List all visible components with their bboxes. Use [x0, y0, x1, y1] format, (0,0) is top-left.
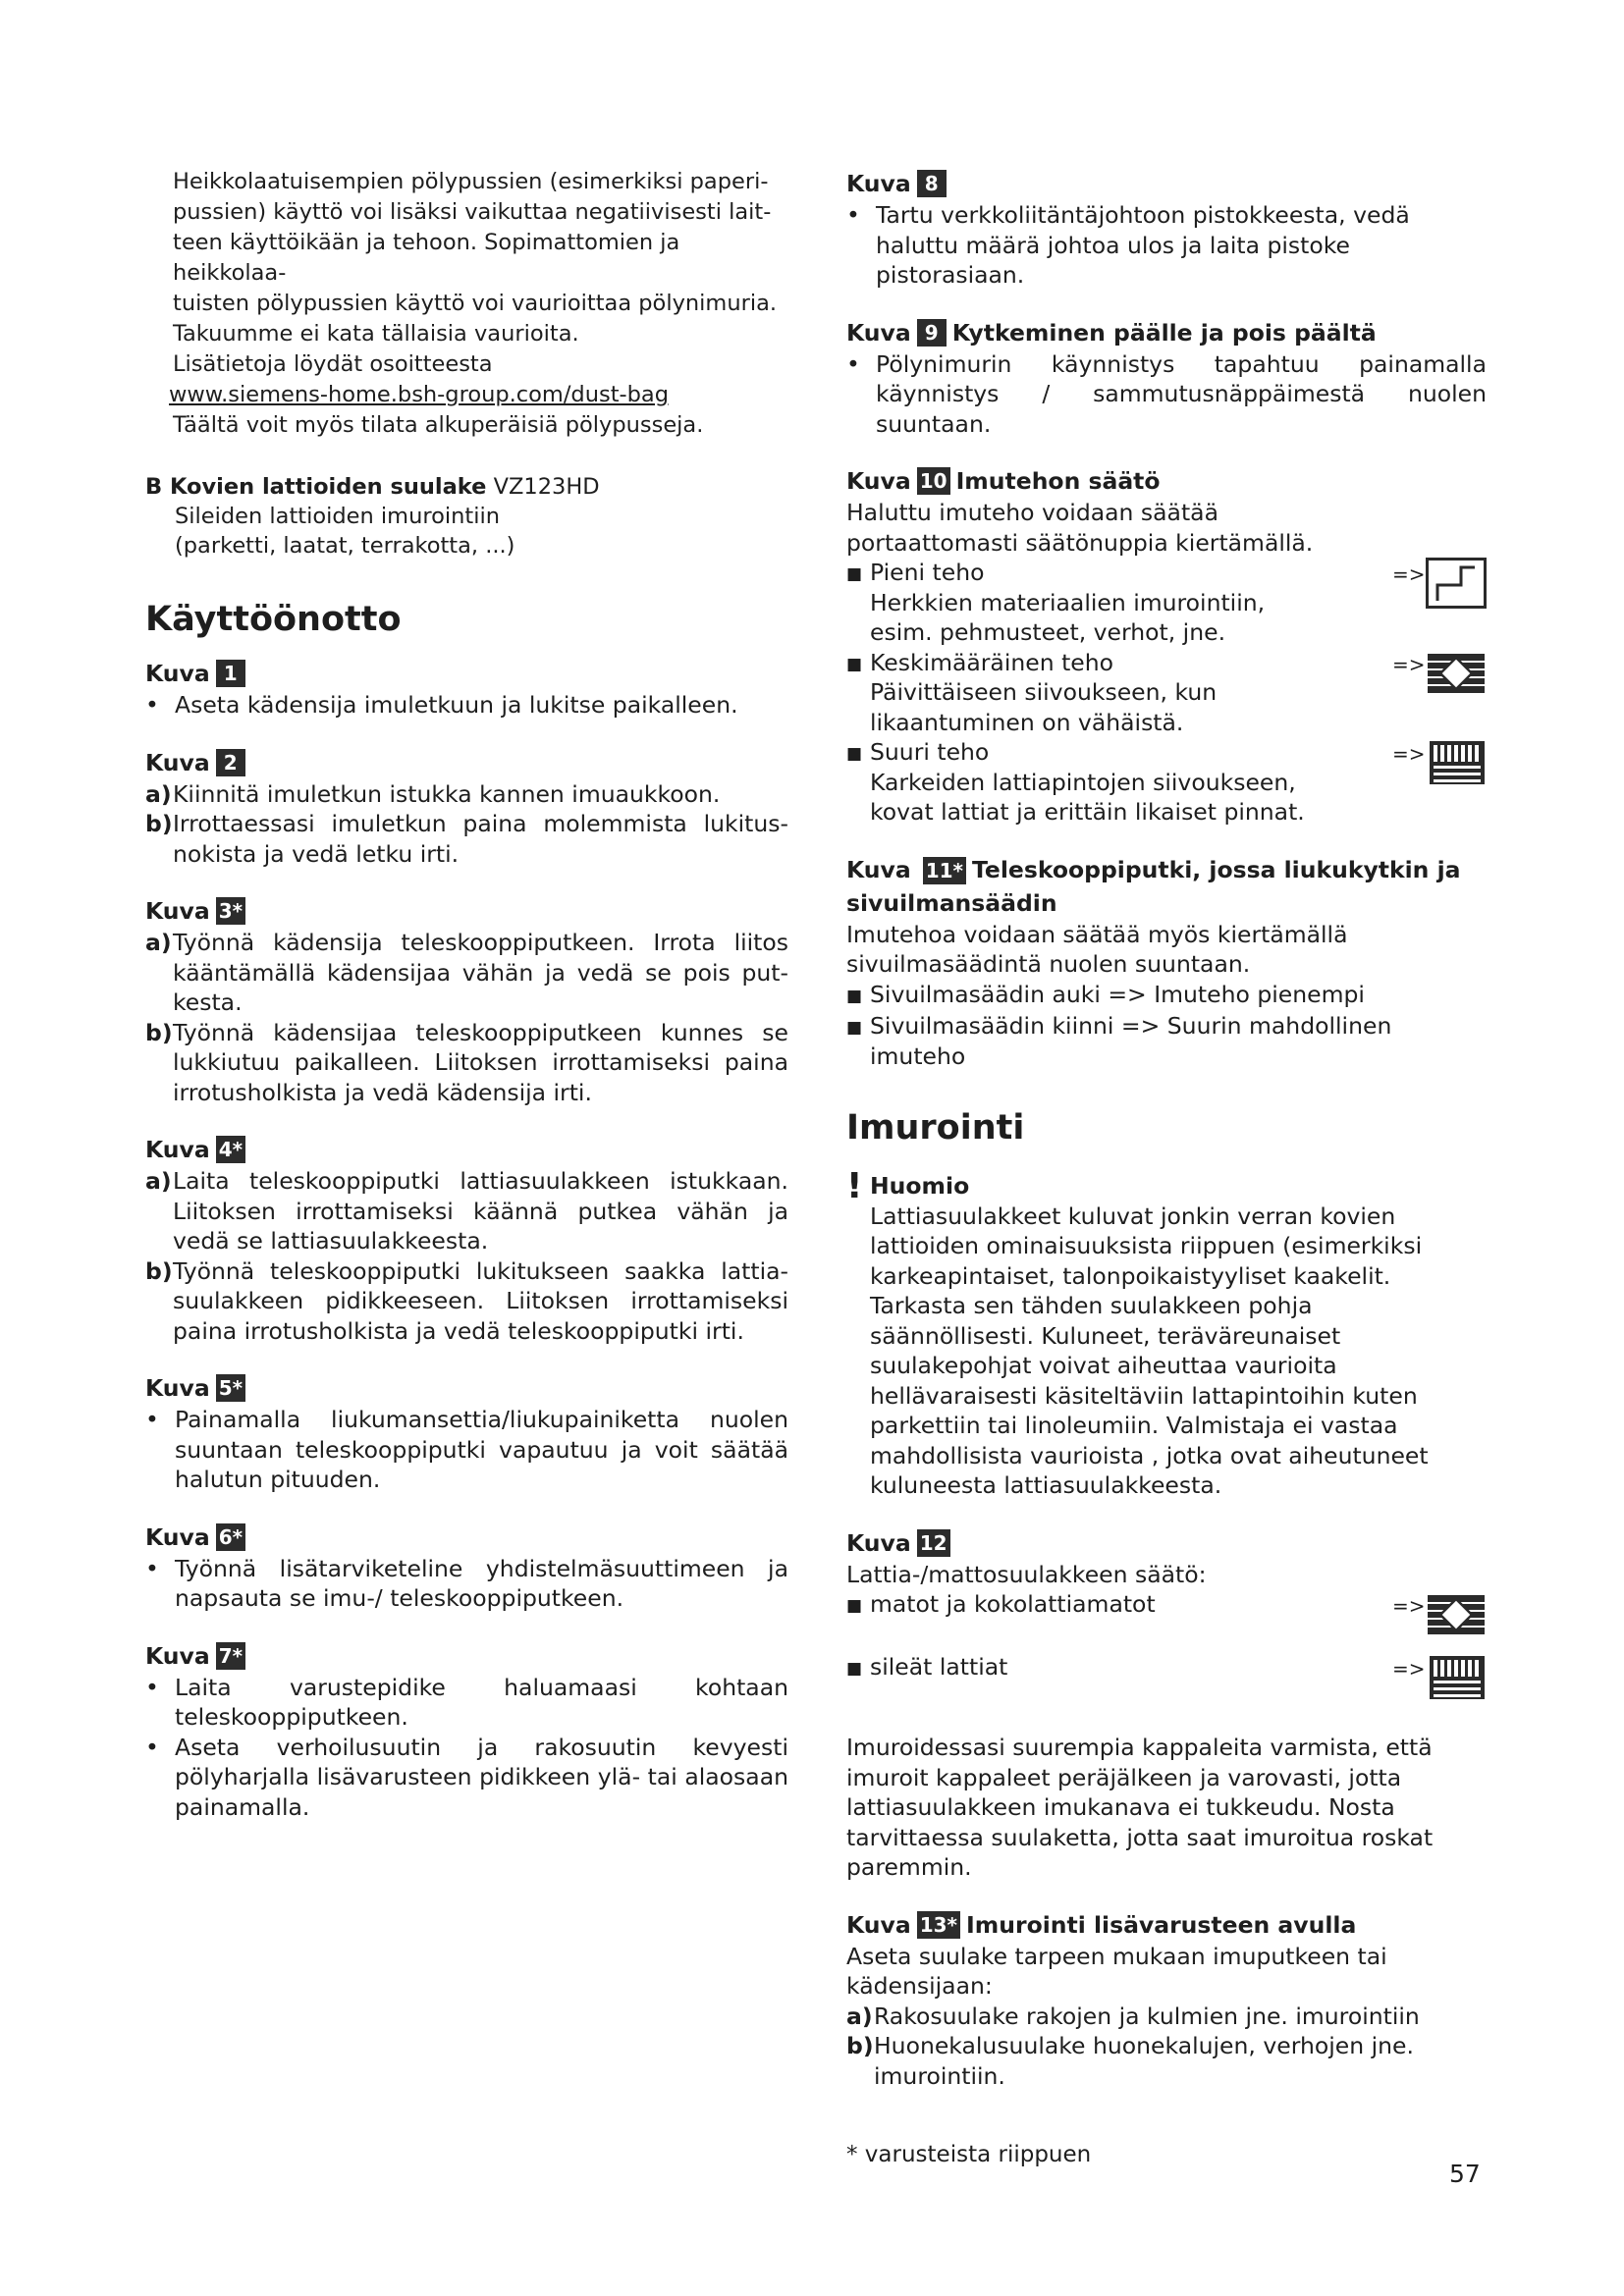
figure-title: Imurointi lisävarusteen avulla — [966, 1910, 1357, 1939]
list-item — [846, 200, 1487, 291]
list-item-a — [145, 1166, 788, 1256]
curtain-icon — [1426, 558, 1487, 609]
kuva-label: Kuva — [145, 1374, 210, 1402]
footnote: * varusteista riippuen — [846, 2142, 1092, 2167]
marker-a: a) — [145, 779, 172, 808]
list-item-b — [145, 1018, 788, 1108]
figure-ref-8 — [846, 167, 1487, 200]
marker-b: b) — [145, 1018, 173, 1046]
power-level-medium — [846, 648, 1487, 738]
hard-floor-icon — [1426, 1652, 1487, 1703]
list-item — [846, 980, 1487, 1012]
intro-line: tuisten pölypussien käyttö voi vaurioittaa pölynimuria. — [173, 291, 778, 316]
item-text: Työnnä lisätarviketeline yhdistelmäsuuttimeen ja napsauta se imu-/ teleskooppiputkeen. — [175, 1554, 788, 1612]
nozzle-desc: Sileiden lattioiden imurointiin — [175, 504, 500, 529]
item-text: Irrottaessasi imuletkun paina molemmista lukitus-nokista ja vedä letku irti. — [173, 810, 788, 868]
figure-title: Imutehon säätö — [955, 467, 1161, 495]
item-text: Huonekalusuulake huonekalujen, verhojen jne. imurointiin. — [874, 2032, 1414, 2090]
item-text: Tartu verkkoliitäntäjohtoon pistokkeesta, vedä haluttu määrä johtoa ulos ja laita pistoke pistorasiaan. — [876, 201, 1410, 289]
list-item — [145, 1405, 788, 1495]
bullet-icon: • — [145, 1406, 159, 1433]
figure-ref-12 — [846, 1526, 1487, 1560]
figure-ref-10 — [846, 464, 1487, 498]
nozzle-code: VZ123HD — [493, 474, 600, 500]
list-item — [846, 1011, 1487, 1071]
figure-ref-2 — [145, 746, 788, 779]
list-item — [145, 1673, 788, 1733]
item-text: Rakosuulake rakojen ja kulmien jne. imurointiin — [874, 2002, 1420, 2030]
power-label: Pieni teho — [870, 559, 985, 586]
nozzle-title: B Kovien lattioiden suulake — [145, 474, 487, 500]
item-text: Pölynimurin käynnistys tapahtuu painamalla käynnistys / sammutusnäppäimestä nuolen suuntaan. — [876, 349, 1487, 438]
bullet-icon: • — [145, 1733, 159, 1761]
intro-line: Heikkolaatuisempien pölypussien (esimerkiksi paperi- — [173, 169, 769, 194]
power-desc: Karkeiden lattiapintojen siivoukseen, kovat lattiat ja erittäin likaiset pinnat. — [870, 768, 1305, 826]
power-intro: Haluttu imuteho voidaan säätää portaattomasti säätönuppia kiertämällä. — [846, 499, 1314, 557]
marker-a: a) — [846, 2002, 873, 2030]
section-heading-imurointi: Imurointi — [846, 1108, 1025, 1148]
section-heading-kayttoonotto: Käyttöönotto — [145, 600, 402, 639]
carpet-icon — [1426, 1589, 1487, 1640]
item-text: Sivuilmasäädin auki => Imuteho pienempi — [870, 980, 1365, 1008]
nozzle-setting-intro: Lattia-/mattosuulakkeen säätö: — [846, 1560, 1207, 1588]
figure-number-badge: 2 — [216, 749, 245, 776]
arrow-text: => — [1392, 652, 1426, 676]
figure-number-badge: 3* — [216, 897, 245, 925]
notice-text: Lattiasuulakkeet kuluvat jonkin verran kovien lattioiden ominaisuuksista riippuen (esimerkiksi karkeapintaiset, talonpoikaistyyliset kaakelit. Tarkasta sen tähden suulakkeen pohja säännöllisesti. Kuluneet, teräväreunaiset suulakepohjat voivat aiheuttaa vaurioita hellävaraisesti käsiteltäviin lattapintoihin kuten parkettiin tai linoleumiin. Valmistaja ei vastaa mahdollisista vaurioista , jotka ovat aiheutuneet kuluneesta lattiasuulakkeesta. — [870, 1201, 1429, 1499]
power-label: Keskimääräinen teho — [870, 648, 1114, 676]
square-bullet-icon: ■ — [846, 564, 863, 584]
square-bullet-icon: ■ — [846, 1018, 863, 1038]
square-bullet-icon: ■ — [846, 1596, 863, 1616]
list-item-a — [145, 779, 788, 810]
dust-bag-link[interactable]: www.siemens-home.bsh-group.com/dust-bag — [169, 382, 669, 407]
warning-notice — [846, 1166, 1487, 1501]
marker-a: a) — [145, 929, 172, 956]
nozzle-setting-carpet — [846, 1589, 1487, 1646]
kuva-label: Kuva — [846, 1528, 911, 1557]
list-item — [145, 1733, 788, 1823]
figure-ref-1 — [145, 657, 788, 690]
bullet-icon: • — [145, 691, 159, 719]
figure-title: Kytkeminen päälle ja pois päältä — [951, 318, 1377, 347]
list-item — [145, 1554, 788, 1614]
figure-number-badge: 4* — [216, 1136, 245, 1163]
power-level-low — [846, 558, 1487, 648]
figure-number-badge: 1 — [216, 660, 245, 687]
intro-line: Täältä voit myös tilata alkuperäisiä pölypusseja. — [173, 412, 704, 438]
figure-number-badge: 12 — [917, 1529, 950, 1557]
figure-ref-6 — [145, 1521, 788, 1554]
left-column — [145, 167, 788, 1822]
power-level-high — [846, 737, 1487, 828]
figure-ref-5 — [145, 1371, 788, 1405]
figure-number-badge: 13* — [917, 1911, 960, 1939]
arrow-text: => — [1392, 1594, 1426, 1618]
list-item-a — [846, 2002, 1487, 2032]
figure-number-badge: 11* — [923, 857, 966, 884]
kuva-label: Kuva — [846, 467, 911, 495]
intro-line: Takuumme ei kata tällaisia vaurioita. — [173, 321, 579, 347]
list-item-a — [145, 928, 788, 1018]
kuva-label: Kuva — [145, 1641, 210, 1670]
marker-b: b) — [145, 810, 173, 837]
arrow-text: => — [1392, 1657, 1426, 1681]
figure-ref-9 — [846, 316, 1487, 349]
list-item — [846, 349, 1487, 440]
nozzle-desc: (parketti, laatat, terrakotta, ...) — [175, 533, 515, 559]
intro-line: Lisätietoja löydät osoitteesta — [173, 351, 493, 377]
square-bullet-icon: ■ — [846, 986, 863, 1006]
figure-ref-3 — [145, 894, 788, 928]
figure-number-badge: 10 — [917, 467, 950, 495]
side-air-intro: Imutehoa voidaan säätää myös kiertämällä sivuilmasäädintä nuolen suuntaan. — [846, 920, 1348, 978]
item-text: Sivuilmasäädin kiinni => Suurin mahdollinen imuteho — [870, 1012, 1392, 1070]
kuva-label: Kuva — [846, 855, 911, 883]
accessory-intro: Aseta suulake tarpeen mukaan imuputkeen tai kädensijaan: — [846, 1942, 1387, 2000]
kuva-label: Kuva — [846, 1910, 911, 1939]
intro-line: teen käyttöikään ja tehoon. Sopimattomien ja heikkolaa- — [173, 230, 680, 286]
bullet-icon: • — [846, 349, 860, 378]
bullet-icon: • — [846, 201, 860, 229]
figure-ref-13 — [846, 1908, 1487, 1942]
kuva-label: Kuva — [145, 897, 210, 925]
square-bullet-icon: ■ — [846, 1659, 863, 1679]
square-bullet-icon: ■ — [846, 744, 863, 764]
kuva-label: Kuva — [145, 1522, 210, 1551]
item-text: Laita teleskooppiputki lattiasuulakkeen istukkaan. Liitoksen irrottamiseksi käännä putkea vähän ja vedä se lattiasuulakkeesta. — [173, 1167, 788, 1255]
power-desc: Herkkien materiaalien imurointiin, esim. pehmusteet, verhot, jne. — [870, 588, 1266, 646]
list-item-b — [145, 1256, 788, 1347]
figure-ref-4 — [145, 1133, 788, 1166]
power-desc: Päivittäiseen siivoukseen, kun likaantuminen on vähäistä. — [870, 678, 1218, 736]
item-text: Painamalla liukumansettia/liukupainiketta nuolen suuntaan teleskooppiputki vapautuu ja voit säätää halutun pituuden. — [175, 1406, 788, 1493]
item-text: Työnnä teleskooppiputki lukitukseen saakka lattia-suulakkeen pidikkeeseen. Liitoksen irrottamiseksi paina irrotusholkista ja vedä teleskooppiputki irti. — [173, 1256, 788, 1345]
bullet-icon: • — [145, 1554, 159, 1582]
large-debris-paragraph: Imuroidessasi suurempia kappaleita varmista, että imuroit kappaleet peräjälkeen ja varovasti, jotta lattiasuulakkeen imukanava ei tukkeudu. Nosta tarvittaessa suulaketta, jotta saat imuroitua roskat paremmin. — [846, 1734, 1434, 1881]
item-text: Työnnä kädensija teleskooppiputkeen. Irrota liitos kääntämällä kädensijaa vähän ja vedä se pois put-kesta. — [173, 929, 788, 1016]
nozzle-setting-hard-floor — [846, 1652, 1487, 1709]
setting-label: sileät lattiat — [870, 1653, 1008, 1681]
page-number: 57 — [1449, 2160, 1481, 2188]
figure-number-badge: 6* — [216, 1523, 245, 1551]
arrow-text: => — [1392, 562, 1426, 586]
square-bullet-icon: ■ — [846, 654, 863, 674]
figure-title: Teleskooppiputki, jossa liukukytkin ja sivuilmansäädin — [846, 855, 1461, 917]
intro-line: pussien) käyttö voi lisäksi vaikuttaa negatiivisesti lait- — [173, 199, 772, 225]
dust-bag-notice — [145, 167, 788, 441]
hard-floor-nozzle-section — [145, 472, 788, 561]
item-text: Työnnä kädensijaa teleskooppiputkeen kunnes se lukkiutuu paikalleen. Liitoksen irrottamiseksi paina irrotusholkista ja vedä kädensija irti. — [173, 1018, 788, 1106]
kuva-label: Kuva — [145, 660, 210, 687]
kuva-label: Kuva — [846, 170, 911, 197]
list-item-b — [846, 2031, 1487, 2091]
figure-ref-7 — [145, 1639, 788, 1673]
right-column — [846, 167, 1487, 2091]
figure-number-badge: 7* — [216, 1642, 245, 1670]
marker-a: a) — [145, 1167, 172, 1195]
arrow-text: => — [1392, 742, 1426, 766]
marker-b: b) — [846, 2032, 874, 2059]
carpet-icon — [1426, 648, 1487, 699]
power-label: Suuri teho — [870, 738, 990, 766]
marker-b: b) — [145, 1256, 173, 1285]
figure-number-badge: 5* — [216, 1374, 245, 1402]
item-text: Kiinnitä imuletkun istukka kannen imuaukkoon. — [173, 779, 721, 808]
hard-floor-icon — [1426, 737, 1487, 788]
list-item-b — [145, 809, 788, 869]
bullet-icon: • — [145, 1673, 159, 1701]
setting-label: matot ja kokolattiamatot — [870, 1590, 1156, 1618]
list-item — [145, 690, 788, 721]
kuva-label: Kuva — [846, 318, 911, 347]
item-text: Laita varustepidike haluamaasi kohtaan teleskooppiputkeen. — [175, 1673, 788, 1731]
notice-title: Huomio — [870, 1172, 970, 1200]
warning-icon: ! — [846, 1166, 863, 1206]
figure-number-badge: 8 — [917, 170, 947, 197]
figure-number-badge: 9 — [917, 319, 947, 347]
item-text: Aseta verhoilusuutin ja rakosuutin kevyesti pölyharjalla lisävarusteen pidikkeen ylä- tai alaosaan painamalla. — [175, 1733, 788, 1821]
kuva-label: Kuva — [145, 1136, 210, 1163]
item-text: Aseta kädensija imuletkuun ja lukitse paikalleen. — [175, 691, 738, 719]
kuva-label: Kuva — [145, 748, 210, 776]
figure-ref-11 — [846, 853, 1487, 920]
